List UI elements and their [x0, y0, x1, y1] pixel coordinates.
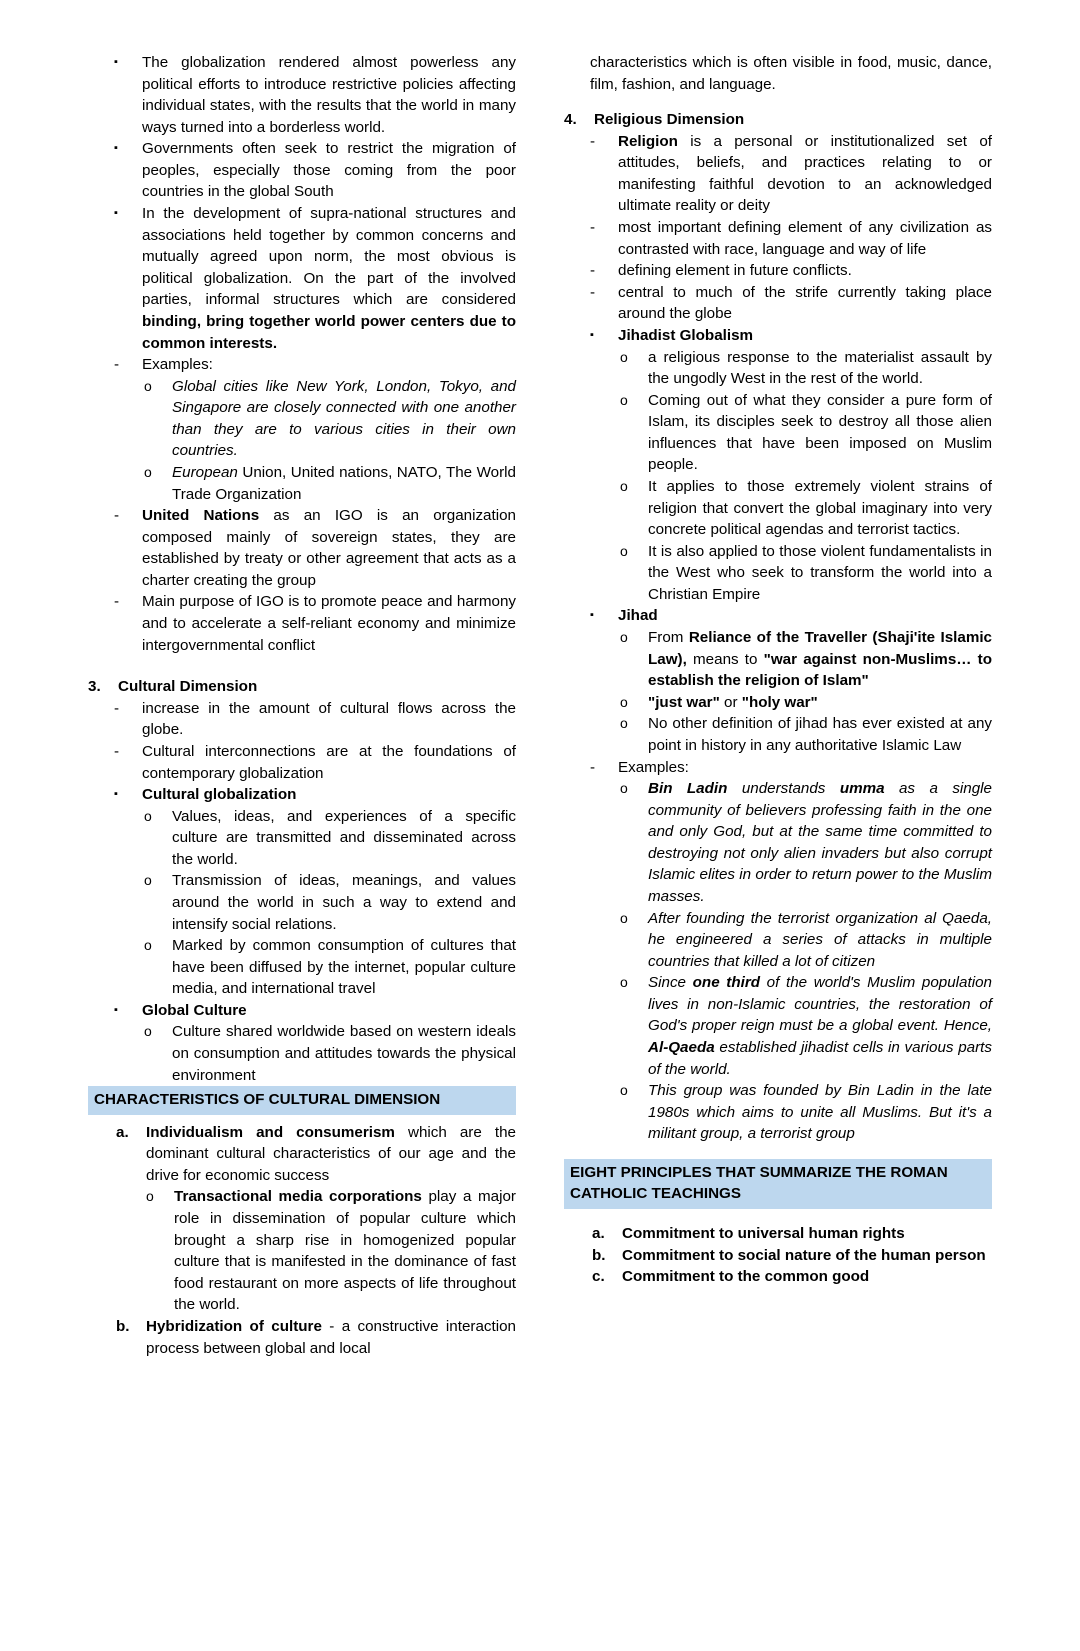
square-bullet-item: ▪ Cultural globalization: [114, 786, 297, 804]
dash-item: - Examples:: [564, 757, 992, 779]
lettered-item: a. Commitment to universal human rights: [564, 1223, 992, 1245]
dash-item: - central to much of the strife currently taking place around the globe: [590, 283, 992, 323]
circle-bullet-icon: o: [620, 1082, 628, 1099]
circle-bullet-item: o Transactional media corporations play a major role in dissemination of popular culture which brought a sharp rise in homogenized popular culture that is manifested in the dominance of fast food restaurant on more aspects of life throughout the world.: [146, 1188, 516, 1314]
square-bullet-item: ▪ Governments often seek to restrict the migration of peoples, especially those coming from the poor countries in the global South: [114, 140, 516, 201]
square-bullet-icon: ▪: [590, 609, 594, 622]
dash-marker: -: [114, 356, 120, 374]
spacer: [564, 1216, 992, 1223]
circle-bullet-icon: o: [144, 463, 152, 480]
circle-bullet-item: o "just war" or "holy war": [620, 693, 818, 711]
dash-item: - Main purpose of IGO is to promote peace and harmony and to accelerate a self-reliant economy and minimize intergovernmental conflict: [114, 593, 516, 654]
spacer: [88, 656, 516, 676]
circle-bullet-item: o Coming out of what they consider a pure form of Islam, its disciples seek to destroy all those alien influences that have been imposed on Muslim people.: [620, 391, 992, 474]
circle-bullet-icon: o: [620, 348, 628, 365]
list-letter-marker: a.: [116, 1123, 129, 1141]
paragraph: characteristics which is often visible in food, music, dance, film, fashion, and language.: [590, 54, 992, 93]
circle-bullet-icon: o: [620, 693, 628, 710]
spacer: [564, 1145, 992, 1159]
left-column: [88, 52, 516, 1359]
circle-bullet-item: o Bin Ladin understands umma as a single community of believers professing faith in the one and only God, but at the same time committed to destroying not only alien invaders but also corrupt Islamic elites in order to return power to the Muslim masses.: [620, 780, 992, 905]
circle-bullet-item: o Culture shared worldwide based on western ideals on consumption and attitudes towards the physical environment: [144, 1023, 516, 1084]
circle-bullet-icon: o: [144, 872, 152, 889]
dash-item: - Religion is a personal or institutionalized set of attitudes, beliefs, and practices relating to or manifesting faithful devotion to an acknowledged ultimate reality or deity: [590, 132, 992, 215]
circle-bullet-icon: o: [144, 937, 152, 954]
circle-bullet-icon: o: [146, 1188, 154, 1205]
dash-marker: -: [590, 132, 596, 150]
circle-bullet-item: o After founding the terrorist organization al Qaeda, he engineered a series of attacks in multiple countries that killed a lot of citizen: [620, 909, 992, 970]
dash-marker: -: [590, 219, 596, 237]
list-letter-marker: b.: [592, 1246, 606, 1264]
section-heading-band: EIGHT PRINCIPLES THAT SUMMARIZE THE ROMAN CATHOLIC TEACHINGS: [564, 1159, 992, 1209]
circle-bullet-item: o a religious response to the materialist assault by the ungodly West in the rest of the world.: [620, 348, 992, 388]
circle-bullet-item: o European Union, United nations, NATO, The World Trade Organization: [144, 463, 516, 503]
circle-bullet-item: o No other definition of jihad has ever existed at any point in history in any authoritative Islamic Law: [620, 715, 992, 754]
spacer: [564, 1209, 992, 1216]
numbered-item: 4. Religious Dimension: [564, 109, 992, 131]
dash-marker: -: [590, 758, 596, 776]
circle-bullet-item: o It applies to those extremely violent strains of religion that convert the global imaginary into very concrete political agendas and terrorist tactics.: [620, 477, 992, 539]
circle-bullet-icon: o: [144, 807, 152, 824]
circle-bullet-item: o From Reliance of the Traveller (Shaji'ite Islamic Law), means to "war against non-Muslims… to establish the religion of Islam": [620, 629, 993, 690]
dash-item: - increase in the amount of cultural flows across the globe.: [114, 699, 516, 739]
circle-bullet-icon: o: [144, 1023, 152, 1040]
lettered-item: a. Individualism and consumerism which are the dominant cultural characteristics of our age and the drive for economic success: [116, 1123, 516, 1184]
spacer: [88, 1115, 516, 1122]
square-bullet-icon: ▪: [114, 207, 118, 220]
circle-bullet-icon: o: [144, 377, 152, 394]
dash-marker: -: [114, 593, 120, 611]
lettered-item: b. Hybridization of culture - a constructive interaction process between global and local: [116, 1317, 516, 1357]
square-bullet-item: ▪ Global Culture: [114, 1001, 247, 1019]
dash-item: - United Nations as an IGO is an organization composed mainly of sovereign states, they are established by treaty or other agreement that acts as a charter creating the group: [114, 507, 516, 589]
dash-marker: -: [590, 283, 596, 301]
right-column: [564, 52, 992, 1288]
square-bullet-icon: ▪: [114, 1003, 118, 1016]
circle-bullet-icon: o: [620, 477, 628, 494]
circle-bullet-icon: o: [620, 974, 628, 991]
circle-bullet-icon: o: [620, 780, 628, 797]
circle-bullet-item: o This group was founded by Bin Ladin in the late 1980s which aims to unite all Muslims. But it's a militant group, a terrorist group: [620, 1082, 992, 1143]
dash-marker: -: [590, 262, 596, 280]
dash-marker: -: [114, 699, 120, 717]
lettered-item: c. Commitment to the common good: [564, 1266, 992, 1288]
square-bullet-icon: ▪: [114, 788, 118, 801]
list-number-marker: 4.: [564, 111, 577, 129]
square-bullet-item: ▪ Jihadist Globalism: [590, 326, 754, 344]
square-bullet-icon: ▪: [114, 142, 118, 155]
square-bullet-icon: ▪: [590, 328, 594, 341]
circle-bullet-icon: o: [620, 629, 628, 646]
spacer: [564, 95, 992, 109]
circle-bullet-item: o Marked by common consumption of cultures that have been diffused by the internet, popular culture media, and international travel: [144, 937, 516, 998]
dash-item: - Cultural interconnections are at the foundations of contemporary globalization: [114, 742, 516, 782]
square-bullet-icon: ▪: [114, 56, 118, 68]
list-letter-marker: b.: [116, 1317, 130, 1335]
numbered-item: 3. Cultural Dimension: [88, 676, 516, 698]
circle-bullet-item: o Since one third of the world's Muslim population lives in non-Islamic countries, the restoration of God's proper reign must be a global event. Hence, Al-Qaeda established jihadist cells in various parts of the world.: [620, 974, 992, 1078]
dash-item: - Examples:: [88, 354, 516, 376]
circle-bullet-item: o Values, ideas, and experiences of a specific culture are transmitted and disseminated across the world.: [144, 807, 516, 868]
circle-bullet-item: o It is also applied to those violent fundamentalists in the West who seek to transform the world into a Christian Empire: [620, 542, 992, 603]
list-letter-marker: c.: [592, 1268, 605, 1286]
square-bullet-item: ▪ In the development of supra-national structures and associations held together by common concerns and mutually agreed upon norm, the most obvious is political globalization. On the part of the involved parties, informal structures which are considered binding, bring together world power centers due to common interests.: [114, 205, 516, 352]
dash-marker: -: [114, 742, 120, 760]
list-number-marker: 3.: [88, 678, 101, 696]
circle-bullet-icon: o: [620, 715, 628, 732]
circle-bullet-item: o Transmission of ideas, meanings, and values around the world in such a way to extend and intensify social relations.: [144, 872, 516, 933]
circle-bullet-icon: o: [620, 909, 628, 926]
circle-bullet-icon: o: [620, 542, 628, 559]
dash-item: - most important defining element of any civilization as contrasted with race, language and way of life: [590, 219, 992, 258]
square-bullet-item: ▪ The globalization rendered almost powerless any political efforts to introduce restrictive policies affecting individual states, with the results that the world in many ways turned into a borderless world.: [114, 54, 516, 136]
section-heading-band: CHARACTERISTICS OF CULTURAL DIMENSION: [88, 1086, 516, 1115]
dash-marker: -: [114, 507, 120, 525]
circle-bullet-item: o Global cities like New York, London, Tokyo, and Singapore are closely connected with one another than they are to various cities in their own countries.: [144, 377, 516, 460]
circle-bullet-icon: o: [620, 391, 628, 408]
two-column-layout: [88, 52, 992, 1359]
lettered-item: b. Commitment to social nature of the human person: [564, 1245, 992, 1267]
list-letter-marker: a.: [592, 1225, 605, 1243]
square-bullet-item: ▪ Jihad: [590, 607, 658, 625]
dash-item: - defining element in future conflicts.: [564, 260, 992, 282]
